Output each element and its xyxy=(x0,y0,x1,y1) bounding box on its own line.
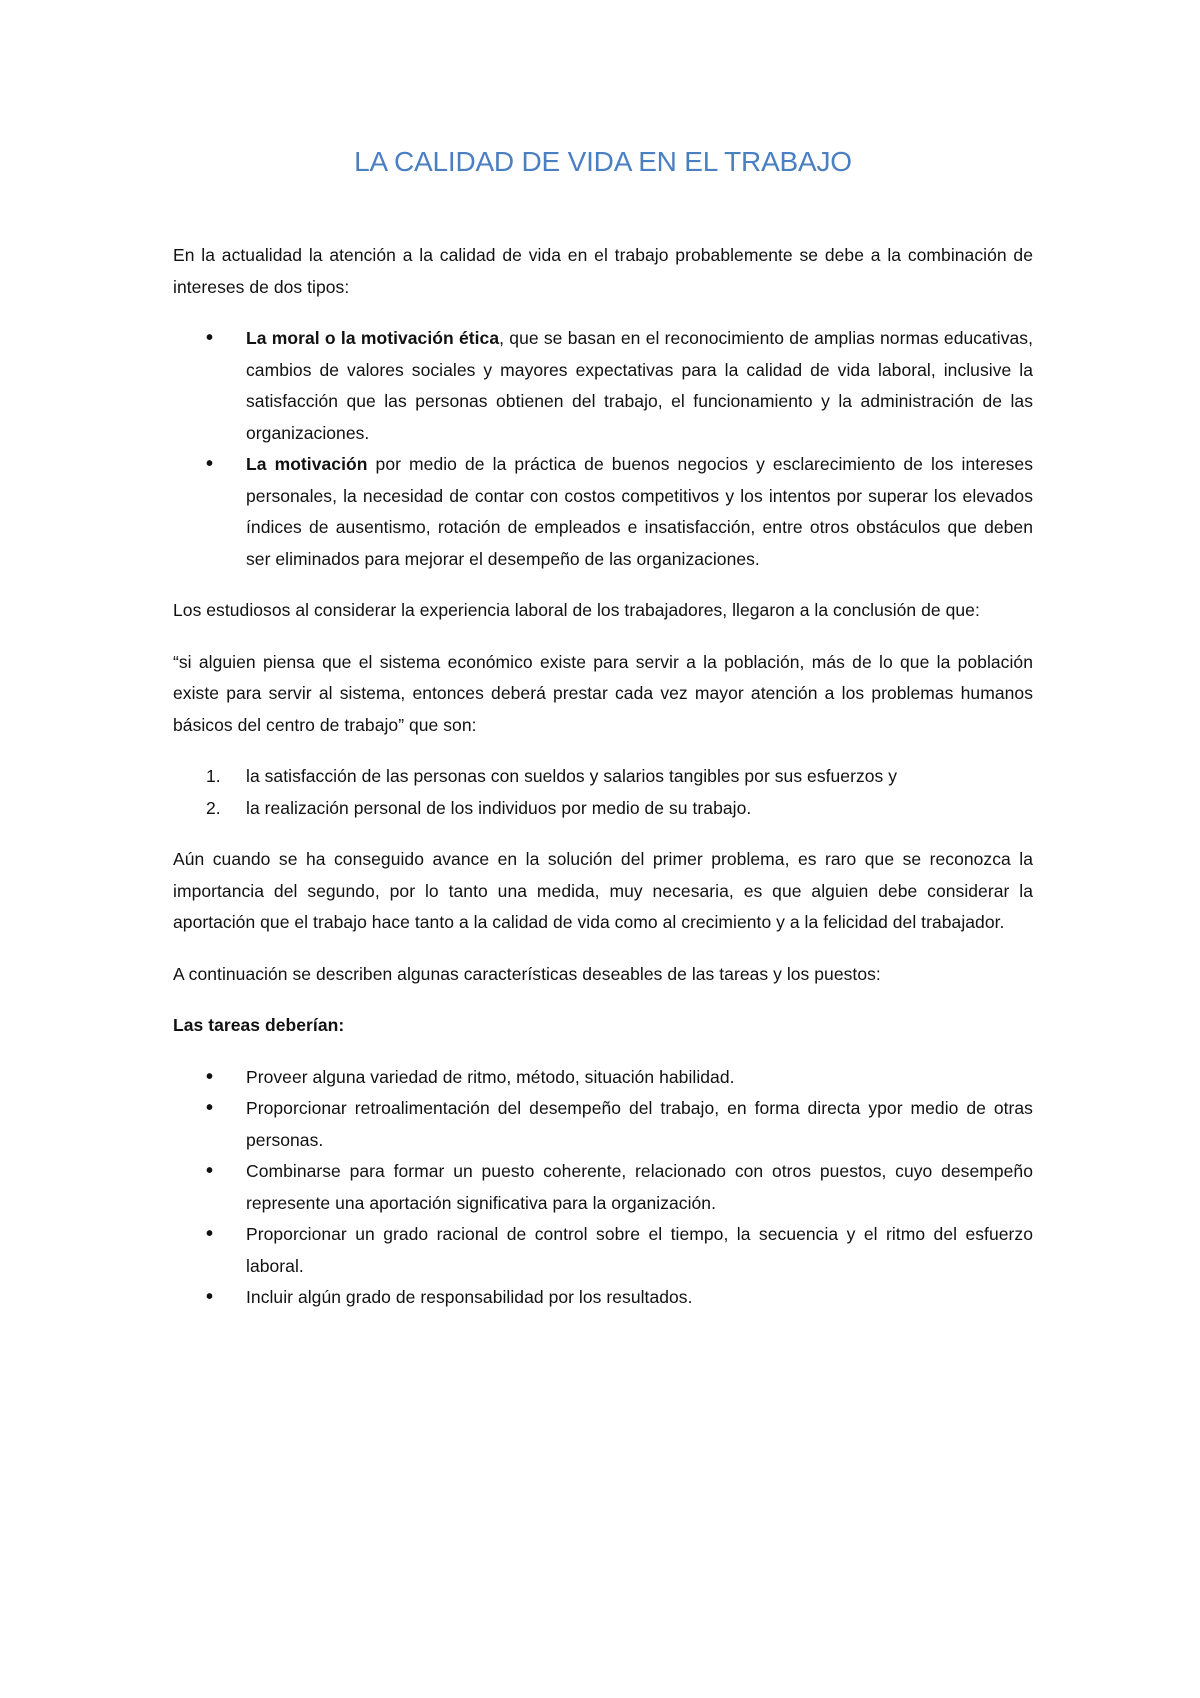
list-item: • Incluir algún grado de responsabilidad por los resultados. xyxy=(173,1282,1033,1314)
list-item: • Proporcionar retroalimentación del desempeño del trabajo, en forma directa ypor medio de otras personas. xyxy=(173,1093,1033,1156)
quote-paragraph: “si alguien piensa que el sistema económico existe para servir a la población, más de lo que la población existe para servir al sistema, entonces deberá prestar cada vez mayor atención a los problemas humanos básicos del centro de trabajo” que son: xyxy=(173,651,1033,735)
list-item-text: la satisfacción de las personas con sueldos y salarios tangibles por sus esfuerzos y xyxy=(246,766,898,786)
list-item xyxy=(173,323,1033,449)
studies-paragraph: Los estudiosos al considerar la experiencia laboral de los trabajadores, llegaron a la conclusión de que: xyxy=(173,600,980,620)
list-item xyxy=(173,761,1033,793)
document-body xyxy=(173,142,1033,1334)
list-item-text: la realización personal de los individuos por medio de su trabajo. xyxy=(246,797,752,818)
intro-paragraph: En la actualidad la atención a la calidad de vida en el trabajo probablemente se debe a la combinación de intereses de dos tipos: xyxy=(173,245,1033,297)
problems-list xyxy=(173,761,1033,824)
list-item xyxy=(173,793,1033,825)
tasks-heading: Las tareas deberían: xyxy=(173,1015,345,1035)
tasks-list xyxy=(173,1062,1033,1314)
characteristics-intro: A continuación se describen algunas características deseables de las tareas y los puestos: xyxy=(173,963,881,984)
list-item-text: por medio de la práctica de buenos negocios y esclarecimiento de los intereses personales, la necesidad de contar con costos competitivos y los intentos por superar los elevados índices de ausentismo, rotación de empleados e insatisfacción, entre otros obstáculos que deben ser eliminados para mejorar el desempeño de las organizaciones. xyxy=(246,454,1033,569)
list-item-number: 2. xyxy=(206,797,221,818)
list-item-bold: La motivación xyxy=(246,454,368,474)
list-item xyxy=(173,449,1033,575)
interest-types-list xyxy=(173,323,1033,575)
list-item-number: 1. xyxy=(206,766,221,786)
list-item: • Combinarse para formar un puesto coherente, relacionado con otros puestos, cuyo desempeño represente una aportación significativa para la organización. xyxy=(173,1156,1033,1219)
list-item: • Proveer alguna variedad de ritmo, método, situación habilidad. xyxy=(173,1062,1033,1094)
list-item: • Proporcionar un grado racional de control sobre el tiempo, la secuencia y el ritmo del esfuerzo laboral. xyxy=(173,1219,1033,1282)
list-item-bold: La moral o la motivación ética xyxy=(246,328,500,348)
document-title: LA CALIDAD DE VIDA EN EL TRABAJO xyxy=(354,146,852,177)
progress-paragraph: Aún cuando se ha conseguido avance en la solución del primer problema, es raro que se reconozca la importancia del segundo, por lo tanto una medida, muy necesaria, es que alguien debe considerar la aportación que el trabajo hace tanto a la calidad de vida como al crecimiento y a la felicidad del trabajador. xyxy=(173,849,1033,932)
list-item-text: , que se basan en el reconocimiento de amplias normas educativas, cambios de valores sociales y mayores expectativas para la calidad de vida laboral, inclusive la satisfacción que las personas obtienen del trabajo, el funcionamiento y la administración de las organizaciones. xyxy=(246,328,1033,443)
